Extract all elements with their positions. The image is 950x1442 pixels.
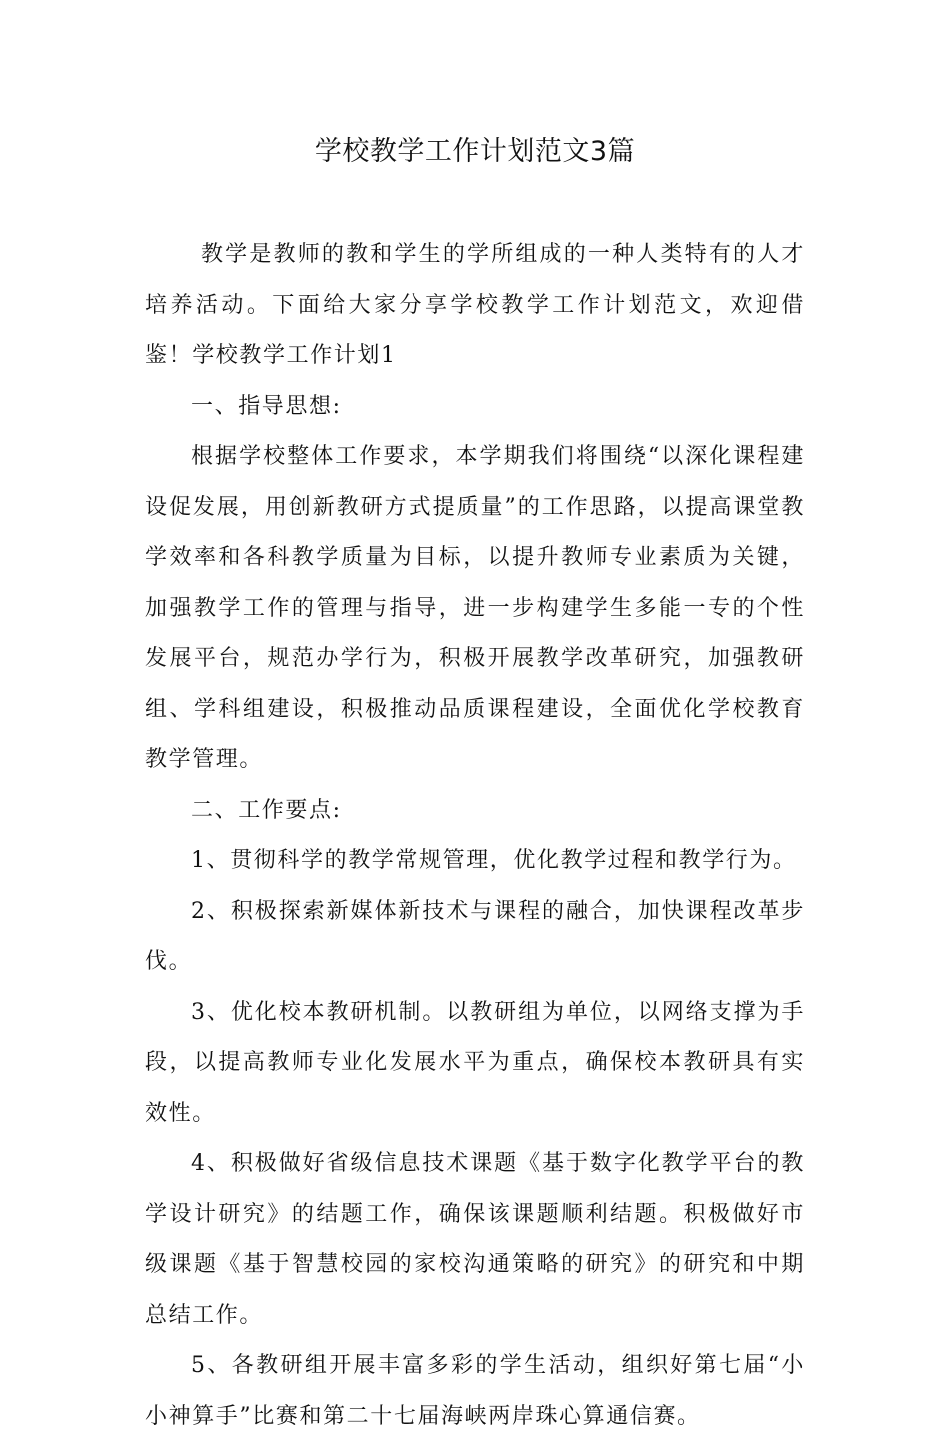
document-title: 学校教学工作计划范文3篇 [314, 136, 636, 167]
guiding-ideology-paragraph: 根据学校整体工作要求，本学期我们将围绕“以深化课程建设促发展，用创新教研方式提质量”的工作思路，以提高课堂教学效率和各科教学质量为目标，以提升教师专业素质为关键，加强教学工作的管理与指导，进一步构建学生多能一专的个性发展平台，规范办学行为，积极开展教学改革研究，加强教研组、学科组建设，积极推动品质课程建设，全面优化学校教育教学管理。 [145, 444, 805, 772]
intro-paragraph: 教学是教师的教和学生的学所组成的一种人类特有的人才培养活动。下面给大家分享学校教学工作计划范文，欢迎借鉴！学校教学工作计划1 [145, 242, 805, 368]
document-body [145, 230, 805, 1442]
work-point-1: 1、贯彻科学的教学常规管理，优化教学过程和教学行为。 [191, 848, 797, 873]
section-heading-work-points: 二、工作要点: [191, 797, 342, 823]
work-point-3: 3、优化校本教研机制。以教研组为单位，以网络支撑为手段，以提高教师专业化发展水平为重点，确保校本教研具有实效性。 [145, 999, 805, 1126]
work-point-5: 5、各教研组开展丰富多彩的学生活动，组织好第七届“小小神算手”比赛和第二十七届海峡两岸珠心算通信赛。 [145, 1353, 805, 1429]
work-point-4: 4、积极做好省级信息技术课题《基于数字化教学平台的教学设计研究》的结题工作，确保该课题顺利结题。积极做好市级课题《基于智慧校园的家校沟通策略的研究》的研究和中期总结工作。 [145, 1151, 805, 1328]
section-heading-guiding-ideology: 一、指导思想: [191, 393, 342, 419]
work-point-2: 2、积极探索新媒体新技术与课程的融合，加快课程改革步伐。 [145, 898, 805, 974]
